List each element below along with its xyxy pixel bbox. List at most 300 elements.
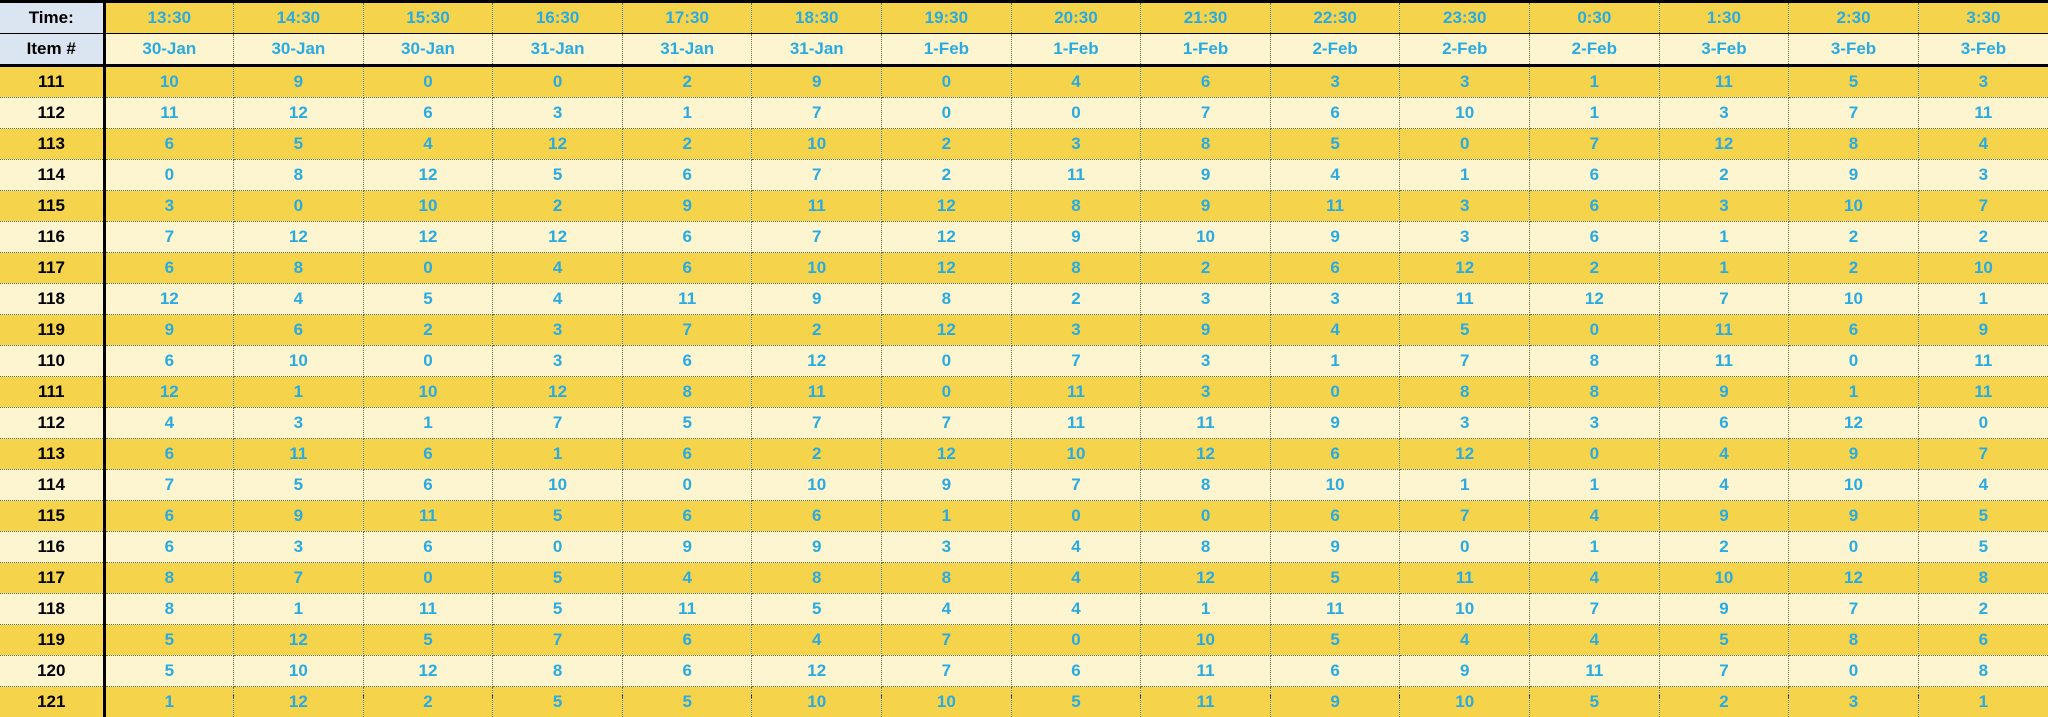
cell: 7 — [1141, 98, 1271, 129]
cell: 9 — [622, 532, 752, 563]
cell: 9 — [622, 191, 752, 222]
cell: 10 — [1270, 470, 1400, 501]
cell: 10 — [1011, 439, 1141, 470]
cell: 4 — [1659, 470, 1789, 501]
row-item-number: 113 — [0, 439, 104, 470]
header-time-0: 13:30 — [104, 3, 234, 34]
cell: 3 — [1400, 66, 1530, 98]
cell: 12 — [363, 222, 493, 253]
cell: 9 — [752, 532, 882, 563]
cell: 6 — [104, 439, 234, 470]
row-item-number: 120 — [0, 656, 104, 687]
cell: 7 — [234, 563, 364, 594]
table-row — [0, 439, 2048, 470]
cell: 1 — [1270, 346, 1400, 377]
cell: 12 — [493, 377, 623, 408]
cell: 2 — [752, 439, 882, 470]
cell: 2 — [752, 315, 882, 346]
cell: 4 — [1011, 66, 1141, 98]
cell: 11 — [1659, 315, 1789, 346]
cell: 2 — [1141, 253, 1271, 284]
cell: 1 — [1530, 66, 1660, 98]
cell: 7 — [752, 222, 882, 253]
cell: 4 — [622, 563, 752, 594]
cell: 11 — [1011, 408, 1141, 439]
cell: 10 — [104, 66, 234, 98]
cell: 8 — [1530, 346, 1660, 377]
header-date-3: 31-Jan — [493, 34, 623, 66]
table-row — [0, 594, 2048, 625]
table-row — [0, 191, 2048, 222]
cell: 6 — [622, 625, 752, 656]
cell: 10 — [1141, 625, 1271, 656]
table-row — [0, 377, 2048, 408]
cell: 12 — [1141, 563, 1271, 594]
cell: 11 — [752, 377, 882, 408]
cell: 7 — [1789, 594, 1919, 625]
cell: 3 — [234, 532, 364, 563]
cell: 8 — [1918, 656, 2048, 687]
cell: 10 — [363, 191, 493, 222]
cell: 2 — [493, 191, 623, 222]
cell: 8 — [1918, 563, 2048, 594]
row-item-number: 117 — [0, 563, 104, 594]
cell: 0 — [882, 377, 1012, 408]
cell: 12 — [1530, 284, 1660, 315]
row-item-number: 121 — [0, 687, 104, 717]
cell: 7 — [1530, 594, 1660, 625]
cell: 6 — [363, 98, 493, 129]
header-date-9: 2-Feb — [1270, 34, 1400, 66]
cell: 1 — [1789, 377, 1919, 408]
header-time-12: 1:30 — [1659, 3, 1789, 34]
cell: 3 — [1659, 191, 1789, 222]
header-time-5: 18:30 — [752, 3, 882, 34]
header-time-label: Time: — [0, 3, 104, 34]
cell: 9 — [1270, 532, 1400, 563]
cell: 5 — [1789, 66, 1919, 98]
cell: 11 — [1270, 191, 1400, 222]
cell: 12 — [363, 160, 493, 191]
cell: 4 — [1659, 439, 1789, 470]
cell: 0 — [882, 346, 1012, 377]
cell: 5 — [1270, 129, 1400, 160]
cell: 12 — [1400, 253, 1530, 284]
cell: 10 — [1918, 253, 2048, 284]
cell: 2 — [1918, 594, 2048, 625]
cell: 3 — [493, 98, 623, 129]
cell: 11 — [1659, 66, 1789, 98]
header-date-12: 3-Feb — [1659, 34, 1789, 66]
cell: 4 — [104, 408, 234, 439]
cell: 6 — [1530, 191, 1660, 222]
cell: 3 — [1141, 284, 1271, 315]
cell: 2 — [363, 687, 493, 717]
cell: 1 — [1530, 98, 1660, 129]
cell: 9 — [234, 66, 364, 98]
cell: 9 — [104, 315, 234, 346]
cell: 0 — [1789, 532, 1919, 563]
cell: 1 — [1659, 222, 1789, 253]
cell: 5 — [1918, 532, 2048, 563]
cell: 2 — [363, 315, 493, 346]
cell: 9 — [1400, 656, 1530, 687]
cell: 6 — [622, 501, 752, 532]
cell: 3 — [1530, 408, 1660, 439]
cell: 2 — [1789, 222, 1919, 253]
cell: 8 — [1011, 253, 1141, 284]
cell: 0 — [1011, 625, 1141, 656]
cell: 6 — [622, 253, 752, 284]
table-row — [0, 253, 2048, 284]
cell: 3 — [1270, 284, 1400, 315]
cell: 3 — [1400, 191, 1530, 222]
cell: 8 — [752, 563, 882, 594]
cell: 7 — [752, 160, 882, 191]
row-item-number: 110 — [0, 346, 104, 377]
cell: 0 — [363, 253, 493, 284]
cell: 6 — [104, 532, 234, 563]
cell: 8 — [1400, 377, 1530, 408]
cell: 1 — [493, 439, 623, 470]
header-date-10: 2-Feb — [1400, 34, 1530, 66]
cell: 12 — [1659, 129, 1789, 160]
cell: 5 — [104, 656, 234, 687]
cell: 8 — [234, 160, 364, 191]
cell: 4 — [1530, 563, 1660, 594]
cell: 12 — [104, 377, 234, 408]
cell: 5 — [363, 625, 493, 656]
cell: 9 — [752, 66, 882, 98]
cell: 12 — [752, 656, 882, 687]
cell: 4 — [882, 594, 1012, 625]
cell: 11 — [1918, 346, 2048, 377]
header-date-4: 31-Jan — [622, 34, 752, 66]
cell: 9 — [1789, 439, 1919, 470]
table-row — [0, 470, 2048, 501]
cell: 12 — [234, 687, 364, 717]
cell: 3 — [1400, 408, 1530, 439]
cell: 3 — [1141, 346, 1271, 377]
cell: 4 — [1400, 625, 1530, 656]
header-row-date — [0, 34, 2048, 66]
cell: 1 — [1918, 687, 2048, 717]
cell: 5 — [493, 563, 623, 594]
header-date-7: 1-Feb — [1011, 34, 1141, 66]
cell: 7 — [1659, 656, 1789, 687]
cell: 8 — [1141, 129, 1271, 160]
cell: 10 — [1141, 222, 1271, 253]
cell: 12 — [882, 439, 1012, 470]
header-time-10: 23:30 — [1400, 3, 1530, 34]
cell: 5 — [1270, 563, 1400, 594]
table-header — [0, 3, 2048, 66]
cell: 4 — [1918, 129, 2048, 160]
cell: 4 — [363, 129, 493, 160]
cell: 11 — [1141, 656, 1271, 687]
cell: 12 — [493, 129, 623, 160]
cell: 1 — [234, 377, 364, 408]
cell: 4 — [1530, 501, 1660, 532]
cell: 11 — [622, 284, 752, 315]
cell: 8 — [1011, 191, 1141, 222]
cell: 7 — [1400, 501, 1530, 532]
cell: 6 — [104, 253, 234, 284]
cell: 8 — [1141, 470, 1271, 501]
cell: 6 — [1918, 625, 2048, 656]
cell: 0 — [104, 160, 234, 191]
cell: 5 — [363, 284, 493, 315]
cell: 0 — [363, 563, 493, 594]
cell: 10 — [1659, 563, 1789, 594]
cell: 10 — [882, 687, 1012, 717]
cell: 12 — [1789, 408, 1919, 439]
row-item-number: 114 — [0, 470, 104, 501]
cell: 7 — [1659, 284, 1789, 315]
cell: 5 — [622, 687, 752, 717]
header-time-1: 14:30 — [234, 3, 364, 34]
cell: 11 — [1530, 656, 1660, 687]
header-time-11: 0:30 — [1530, 3, 1660, 34]
cell: 11 — [1011, 377, 1141, 408]
cell: 10 — [752, 687, 882, 717]
cell: 1 — [882, 501, 1012, 532]
cell: 9 — [1659, 377, 1789, 408]
cell: 1 — [363, 408, 493, 439]
cell: 8 — [493, 656, 623, 687]
cell: 6 — [1141, 66, 1271, 98]
cell: 7 — [1918, 439, 2048, 470]
cell: 0 — [1530, 315, 1660, 346]
row-item-number: 112 — [0, 408, 104, 439]
header-date-8: 1-Feb — [1141, 34, 1271, 66]
cell: 1 — [1530, 532, 1660, 563]
header-date-1: 30-Jan — [234, 34, 364, 66]
header-date-0: 30-Jan — [104, 34, 234, 66]
cell: 1 — [234, 594, 364, 625]
cell: 11 — [234, 439, 364, 470]
cell: 5 — [493, 501, 623, 532]
cell: 5 — [1011, 687, 1141, 717]
cell: 0 — [363, 346, 493, 377]
row-item-number: 115 — [0, 501, 104, 532]
cell: 5 — [104, 625, 234, 656]
cell: 0 — [1789, 346, 1919, 377]
cell: 7 — [493, 625, 623, 656]
cell: 3 — [1011, 129, 1141, 160]
cell: 10 — [752, 129, 882, 160]
table-row — [0, 563, 2048, 594]
cell: 9 — [1270, 687, 1400, 717]
cell: 6 — [1270, 439, 1400, 470]
row-item-number: 111 — [0, 377, 104, 408]
cell: 6 — [1789, 315, 1919, 346]
cell: 12 — [234, 222, 364, 253]
cell: 10 — [752, 470, 882, 501]
cell: 0 — [493, 66, 623, 98]
cell: 6 — [104, 501, 234, 532]
cell: 11 — [363, 501, 493, 532]
cell: 6 — [1270, 253, 1400, 284]
cell: 1 — [1400, 470, 1530, 501]
cell: 2 — [1011, 284, 1141, 315]
cell: 0 — [1141, 501, 1271, 532]
cell: 11 — [1918, 98, 2048, 129]
cell: 6 — [363, 470, 493, 501]
cell: 8 — [104, 594, 234, 625]
cell: 9 — [1270, 222, 1400, 253]
cell: 6 — [622, 439, 752, 470]
header-time-14: 3:30 — [1918, 3, 2048, 34]
cell: 3 — [1141, 377, 1271, 408]
cell: 12 — [882, 222, 1012, 253]
cell: 6 — [104, 129, 234, 160]
cell: 5 — [752, 594, 882, 625]
cell: 3 — [1270, 66, 1400, 98]
cell: 6 — [752, 501, 882, 532]
cell: 10 — [234, 346, 364, 377]
table-row — [0, 284, 2048, 315]
cell: 6 — [622, 222, 752, 253]
cell: 8 — [104, 563, 234, 594]
cell: 5 — [493, 594, 623, 625]
data-grid — [0, 3, 2048, 717]
cell: 7 — [104, 222, 234, 253]
table-row — [0, 532, 2048, 563]
cell: 4 — [1011, 532, 1141, 563]
header-time-7: 20:30 — [1011, 3, 1141, 34]
cell: 4 — [493, 284, 623, 315]
cell: 8 — [1530, 377, 1660, 408]
header-date-6: 1-Feb — [882, 34, 1012, 66]
cell: 2 — [1918, 222, 2048, 253]
cell: 5 — [493, 687, 623, 717]
cell: 3 — [882, 532, 1012, 563]
cell: 0 — [882, 66, 1012, 98]
cell: 1 — [1141, 594, 1271, 625]
cell: 7 — [882, 625, 1012, 656]
cell: 0 — [234, 191, 364, 222]
cell: 5 — [1659, 625, 1789, 656]
cell: 11 — [1659, 346, 1789, 377]
cell: 9 — [1659, 594, 1789, 625]
cell: 4 — [1270, 315, 1400, 346]
cell: 7 — [493, 408, 623, 439]
cell: 11 — [1400, 563, 1530, 594]
row-item-number: 112 — [0, 98, 104, 129]
table-body — [0, 66, 2048, 717]
row-item-number: 116 — [0, 222, 104, 253]
cell: 11 — [1141, 687, 1271, 717]
row-item-number: 118 — [0, 284, 104, 315]
cell: 7 — [1400, 346, 1530, 377]
cell: 0 — [1270, 377, 1400, 408]
cell: 3 — [493, 315, 623, 346]
cell: 12 — [234, 98, 364, 129]
cell: 2 — [1789, 253, 1919, 284]
row-item-number: 118 — [0, 594, 104, 625]
cell: 10 — [363, 377, 493, 408]
cell: 6 — [1270, 501, 1400, 532]
cell: 10 — [1789, 470, 1919, 501]
cell: 10 — [234, 656, 364, 687]
cell: 6 — [234, 315, 364, 346]
cell: 2 — [1659, 532, 1789, 563]
table-row — [0, 656, 2048, 687]
cell: 9 — [1659, 501, 1789, 532]
header-item-label: Item # — [0, 34, 104, 66]
cell: 12 — [882, 315, 1012, 346]
cell: 8 — [882, 563, 1012, 594]
cell: 8 — [1789, 625, 1919, 656]
cell: 0 — [1011, 98, 1141, 129]
cell: 5 — [1270, 625, 1400, 656]
cell: 12 — [1789, 563, 1919, 594]
cell: 9 — [1918, 315, 2048, 346]
cell: 12 — [752, 346, 882, 377]
cell: 11 — [104, 98, 234, 129]
cell: 8 — [1141, 532, 1271, 563]
header-date-11: 2-Feb — [1530, 34, 1660, 66]
cell: 5 — [622, 408, 752, 439]
cell: 10 — [1400, 98, 1530, 129]
cell: 9 — [1270, 408, 1400, 439]
cell: 7 — [1918, 191, 2048, 222]
cell: 1 — [104, 687, 234, 717]
cell: 3 — [104, 191, 234, 222]
header-time-3: 16:30 — [493, 3, 623, 34]
cell: 10 — [1400, 594, 1530, 625]
cell: 3 — [1789, 687, 1919, 717]
cell: 3 — [493, 346, 623, 377]
header-date-5: 31-Jan — [752, 34, 882, 66]
cell: 8 — [234, 253, 364, 284]
cell: 5 — [493, 160, 623, 191]
cell: 12 — [363, 656, 493, 687]
cell: 12 — [234, 625, 364, 656]
cell: 5 — [1530, 687, 1660, 717]
header-time-2: 15:30 — [363, 3, 493, 34]
cell: 9 — [752, 284, 882, 315]
cell: 1 — [1530, 470, 1660, 501]
cell: 11 — [1270, 594, 1400, 625]
cell: 10 — [1789, 284, 1919, 315]
cell: 3 — [1659, 98, 1789, 129]
cell: 4 — [1918, 470, 2048, 501]
row-item-number: 111 — [0, 66, 104, 98]
cell: 8 — [1789, 129, 1919, 160]
cell: 5 — [234, 470, 364, 501]
cell: 4 — [1530, 625, 1660, 656]
cell: 12 — [882, 191, 1012, 222]
cell: 7 — [882, 656, 1012, 687]
cell: 10 — [1400, 687, 1530, 717]
cell: 6 — [104, 346, 234, 377]
cell: 6 — [1659, 408, 1789, 439]
header-date-14: 3-Feb — [1918, 34, 2048, 66]
cell: 7 — [752, 98, 882, 129]
cell: 7 — [882, 408, 1012, 439]
cell: 8 — [622, 377, 752, 408]
cell: 1 — [622, 98, 752, 129]
header-date-2: 30-Jan — [363, 34, 493, 66]
cell: 3 — [1918, 66, 2048, 98]
cell: 5 — [234, 129, 364, 160]
cell: 9 — [1141, 160, 1271, 191]
cell: 0 — [1530, 439, 1660, 470]
cell: 2 — [1530, 253, 1660, 284]
cell: 9 — [1789, 160, 1919, 191]
